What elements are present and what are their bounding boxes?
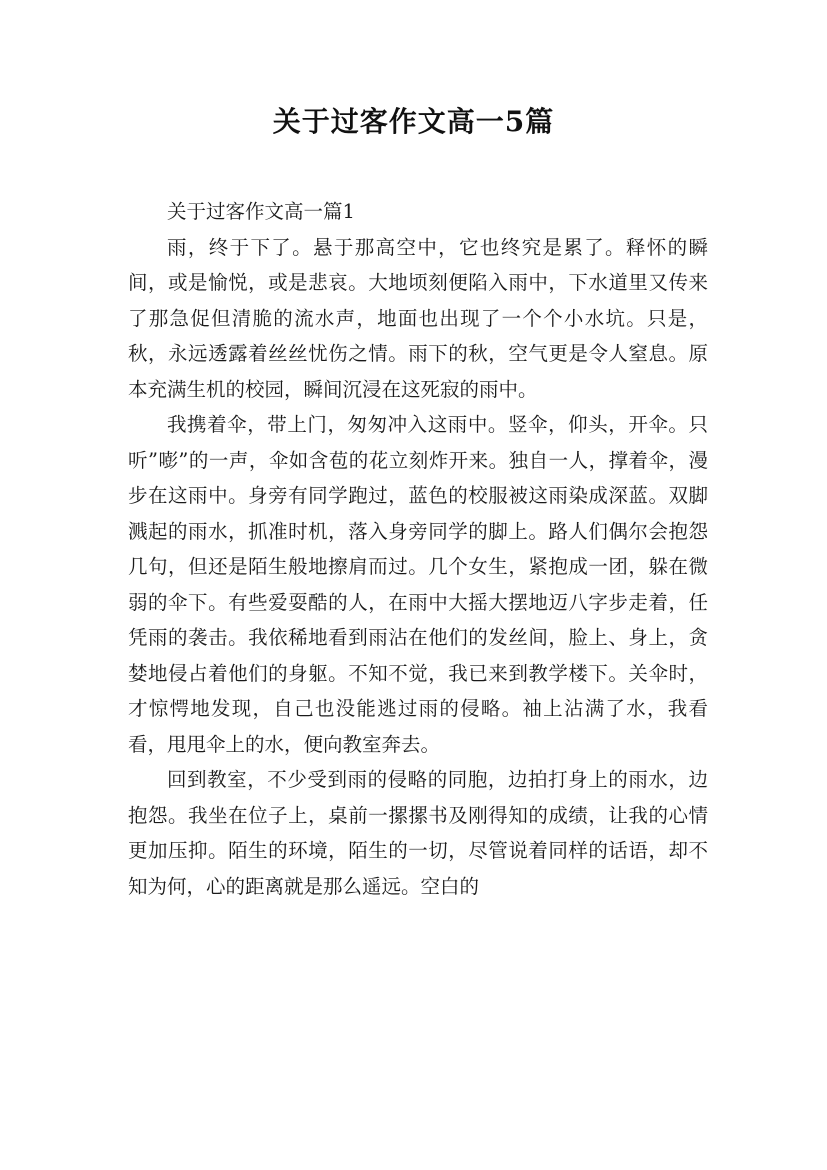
section-heading: 关于过客作文高一篇1 (167, 200, 355, 223)
document-body (128, 194, 708, 904)
document-title: 关于过客作文高一5篇 (272, 105, 555, 138)
paragraph-3: 回到教室，不少受到雨的侵略的同胞，边拍打身上的雨水，边抱怨。我坐在位子上，桌前一摞摞书及刚得知的成绩，让我的心情更加压抑。陌生的环境，陌生的一切，尽管说着同样的话语，却不知为何，心的距离就是那么遥远。空白的 (128, 768, 708, 898)
paragraph-2: 我携着伞，带上门，匆匆冲入这雨中。竖伞，仰头，开伞。只听”嘭”的一声，伞如含苞的花立刻炸开来。独自一人，撑着伞，漫步在这雨中。身旁有同学跑过，蓝色的校服被这雨染成深蓝。双脚溅起的雨水，抓准时机，落入身旁同学的脚上。路人们偶尔会抱怨几句，但还是陌生般地擦肩而过。几个女生，紧抱成一团，躲在微弱的伞下。有些爱耍酷的人，在雨中大摇大摆地迈八字步走着，任凭雨的袭击。我依稀地看到雨沾在他们的发丝间，脸上、身上，贪婪地侵占着他们的身躯。不知不觉，我已来到教学楼下。关伞时，才惊愕地发现，自己也没能逃过雨的侵略。袖上沾满了水，我看看，甩甩伞上的水，便向教室奔去。 (128, 413, 708, 756)
paragraph-1: 雨，终于下了。悬于那高空中，它也终究是累了。释怀的瞬间，或是愉悦，或是悲哀。大地顷刻便陷入雨中，下水道里又传来了那急促但清脆的流水声，地面也出现了一个个小水坑。只是，秋，永远透露着丝丝忧伤之情。雨下的秋，空气更是令人窒息。原本充满生机的校园，瞬间沉浸在这死寂的雨中。 (128, 235, 708, 401)
